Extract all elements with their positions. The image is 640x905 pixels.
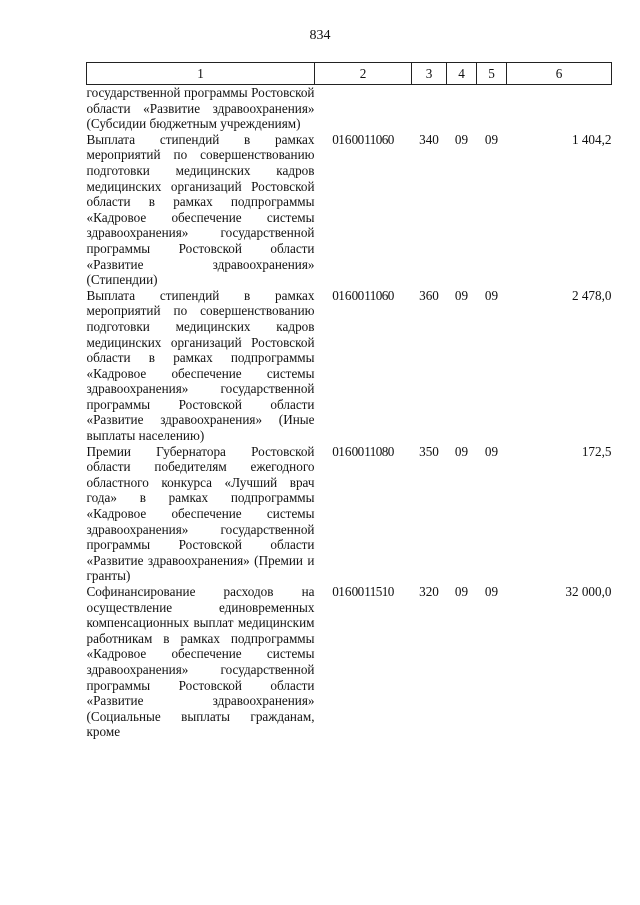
row-col4: 09	[454, 584, 469, 599]
row-col3: 350	[419, 443, 439, 459]
column-header: 4	[447, 63, 477, 85]
row-col5: 09	[484, 443, 499, 459]
row-col5	[477, 85, 507, 132]
page-number: 834	[309, 28, 331, 43]
row-amount: 1 404,2	[571, 131, 612, 147]
row-col5: 09	[484, 131, 499, 147]
row-col5: 09	[484, 584, 499, 599]
row-description: Софинансирование расходов на осуществление единовременных компенсационных выплат медицинским работникам в рамках подпрограммы «Кадровое обеспечение системы здравоохранения» государственной программы Ростовской области «Развитие здравоохранения» (Социальные выплаты гражданам, кроме	[86, 584, 315, 740]
row-description: Выплата стипендий в рамках мероприятий по совершенствованию подготовки медицинских кадров медицинских организаций Ростовской области в рамках подпрограммы «Кадровое обеспечение системы здравоохранения» государственной программы Ростовской области «Развитие здравоохранения» (Стипендии)	[86, 131, 315, 288]
row-col4: 09	[454, 131, 469, 147]
column-header: 5	[477, 63, 507, 85]
row-code	[315, 85, 412, 132]
row-col3: 360	[419, 287, 439, 303]
row-code: 01 6 00 11060	[332, 131, 394, 147]
table-row	[87, 584, 612, 740]
table-row	[87, 85, 612, 132]
row-col3: 320	[419, 584, 439, 599]
table-row	[87, 288, 612, 444]
table-header-row	[87, 63, 612, 85]
row-description: Премии Губернатора Ростовской области победителям ежегодного областного конкурса «Лучший врач года» в рамках подпрограммы «Кадровое обеспечение системы здравоохранения» государственной программы Ростовской области «Развитие здравоохранения» (Премии и гранты)	[86, 443, 315, 584]
row-code: 01 6 00 11510	[332, 584, 394, 599]
row-description: Выплата стипендий в рамках мероприятий по совершенствованию подготовки медицинских кадров медицинских организаций Ростовской области в рамках подпрограммы «Кадровое обеспечение системы здравоохранения» государственной программы Ростовской области «Развитие здравоохранения» (Иные выплаты населению)	[86, 287, 315, 444]
table-row	[87, 444, 612, 584]
budget-table	[86, 62, 612, 740]
column-header: 3	[412, 63, 447, 85]
column-header: 2	[315, 63, 412, 85]
row-col3	[412, 85, 447, 132]
column-header: 6	[507, 63, 612, 85]
row-col4	[447, 85, 477, 132]
row-col4: 09	[454, 443, 469, 459]
row-amount: 32 000,0	[565, 584, 612, 599]
row-description: государственной программы Ростовской области «Развитие здравоохранения» (Субсидии бюджетным учреждениям)	[86, 85, 315, 132]
table-row	[87, 132, 612, 288]
row-amount: 2 478,0	[571, 287, 612, 303]
row-col4: 09	[454, 287, 469, 303]
row-code: 01 6 00 11080	[332, 443, 394, 459]
row-amount: 172,5	[581, 443, 612, 459]
row-amount	[507, 85, 612, 132]
row-code: 01 6 00 11060	[332, 287, 394, 303]
row-col5: 09	[484, 287, 499, 303]
row-col3: 340	[419, 131, 439, 147]
column-header: 1	[87, 63, 315, 85]
